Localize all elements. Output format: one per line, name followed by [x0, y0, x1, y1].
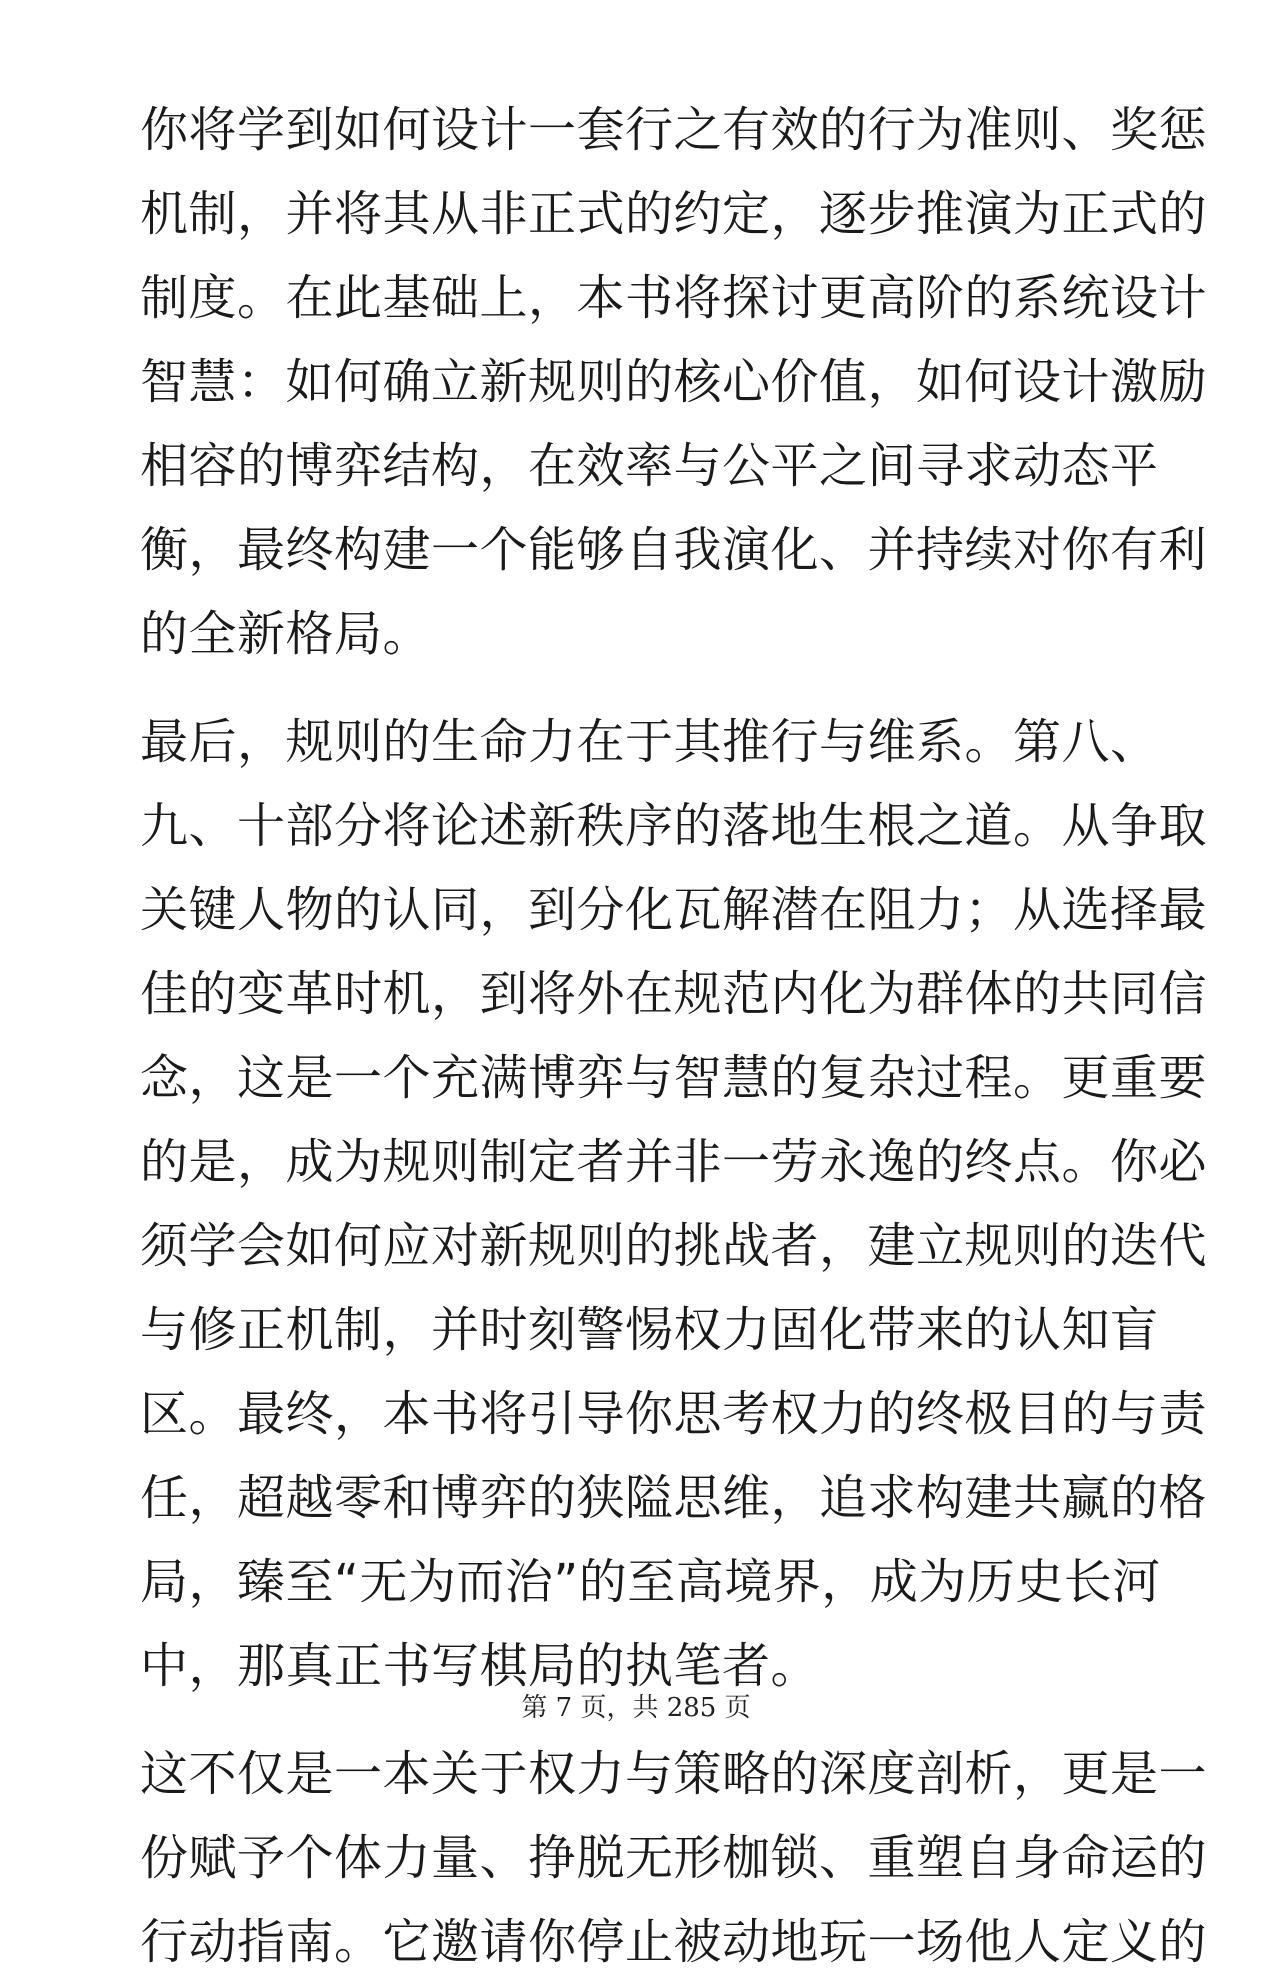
text-line: 智慧：如何确立新规则的核心价值，如何设计激励: [140, 354, 1208, 410]
text-line: 最后，规则的生命力在于其推行与维系。第八、: [140, 714, 1159, 770]
text-line: 须学会如何应对新规则的挑战者，建立规则的迭代: [140, 1218, 1208, 1274]
paragraph-3: [140, 1732, 1208, 1984]
text-line: 佳的变革时机，到将外在规范内化为群体的共同信: [140, 966, 1208, 1022]
text-line: 衡，最终构建一个能够自我演化、并持续对你有利: [140, 522, 1208, 578]
text-line: 机制，并将其从非正式的约定，逐步推演为正式的: [140, 186, 1208, 242]
text-line: 局，臻至“无为而治”的至高境界，成为历史长河: [140, 1554, 1161, 1610]
text-line: 念，这是一个充满博弈与智慧的复杂过程。更重要: [140, 1050, 1208, 1106]
paragraph-gap: [140, 676, 1130, 700]
text-line: 任，超越零和博弈的狭隘思维，追求构建共赢的格: [140, 1470, 1208, 1526]
text-line: 的全新格局。: [140, 606, 432, 662]
text-line: 行动指南。它邀请你停止被动地玩一场他人定义的: [140, 1914, 1208, 1970]
text-line: 这不仅是一本关于权力与策略的深度剖析，更是一: [140, 1746, 1208, 1802]
text-line: 制度。在此基础上，本书将探讨更高阶的系统设计: [140, 270, 1208, 326]
paragraph-1: [140, 88, 1208, 676]
text-line: 九、十部分将论述新秩序的落地生根之道。从争取: [140, 798, 1208, 854]
page-number: 第 7 页，共 285 页: [521, 1693, 751, 1723]
text-line: 中，那真正书写棋局的执笔者。: [140, 1638, 820, 1694]
text-line: 相容的博弈结构，在效率与公平之间寻求动态平: [140, 438, 1159, 494]
text-line: 关键人物的认同，到分化瓦解潜在阻力；从选择最: [140, 882, 1208, 938]
text-line: 的是，成为规则制定者并非一劳永逸的终点。你必: [140, 1134, 1208, 1190]
text-line: 与修正机制，并时刻警惕权力固化带来的认知盲: [140, 1302, 1159, 1358]
text-line: 区。最终，本书将引导你思考权力的终极目的与责: [140, 1386, 1208, 1442]
text-line: 你将学到如何设计一套行之有效的行为准则、奖惩: [140, 102, 1208, 158]
paragraph-2: [140, 700, 1208, 1708]
text-line: 份赋予个体力量、挣脱无形枷锁、重塑自身命运的: [140, 1830, 1208, 1886]
